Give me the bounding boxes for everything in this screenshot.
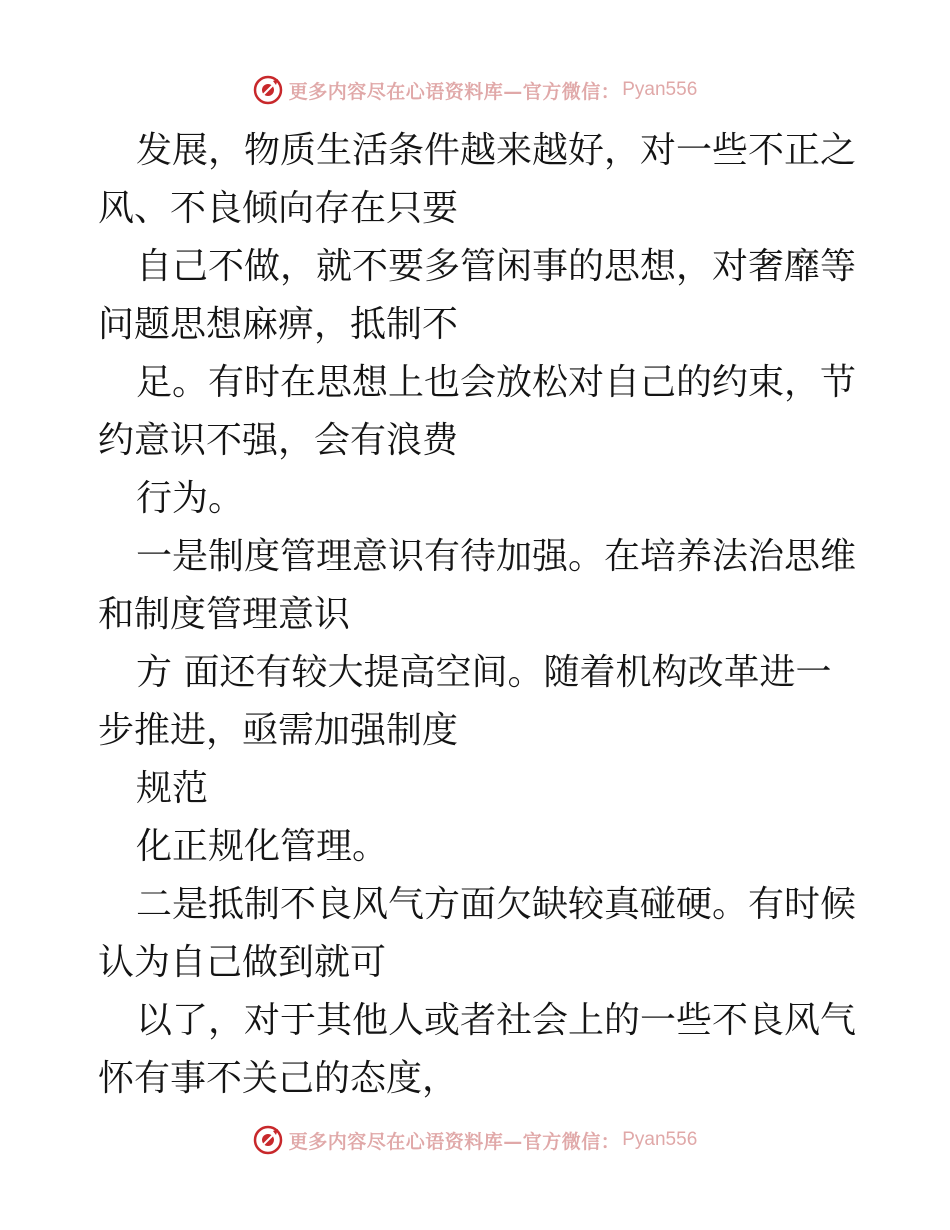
paragraph: 以了，对于其他人或者社会上的一些不良风气怀有事不关己的态度， [98,1000,857,1099]
paragraph: 一是制度管理意识有待加强。在培养法治思维和制度管理意识 [98,536,857,635]
paragraph: 足。有时在思想上也会放松对自己的约束，节约意识不强，会有浪费 [98,362,857,461]
watermark-banner-top [0,70,950,110]
watermark-handle: Pyan556 [622,79,698,100]
paragraph: 发展，物质生活条件越来越好，对一些不正之风、不良倾向存在只要 [98,130,857,229]
paragraph: 化正规化管理。 [136,826,389,867]
paragraph: 自己不做，就不要多管闲事的思想，对奢靡等问题思想麻痹，抵制不 [98,246,857,345]
watermark-banner-bottom [0,1120,950,1160]
document-body [98,122,858,1108]
paragraph: 规范 [136,768,209,809]
watermark-text: 更多内容尽在心语资料库—官方微信： [288,80,621,103]
paragraph: 行为。 [136,478,245,519]
logo-icon [253,1125,283,1155]
paragraph: 二是抵制不良风气方面欠缺较真碰硬。有时候认为自己做到就可 [98,884,857,983]
watermark-text: 更多内容尽在心语资料库—官方微信： [288,1130,621,1153]
paragraph: 方 面还有较大提高空间。随着机构改革进一步推进，亟需加强制度 [98,652,832,751]
watermark-handle: Pyan556 [622,1129,698,1150]
logo-icon [253,75,283,105]
